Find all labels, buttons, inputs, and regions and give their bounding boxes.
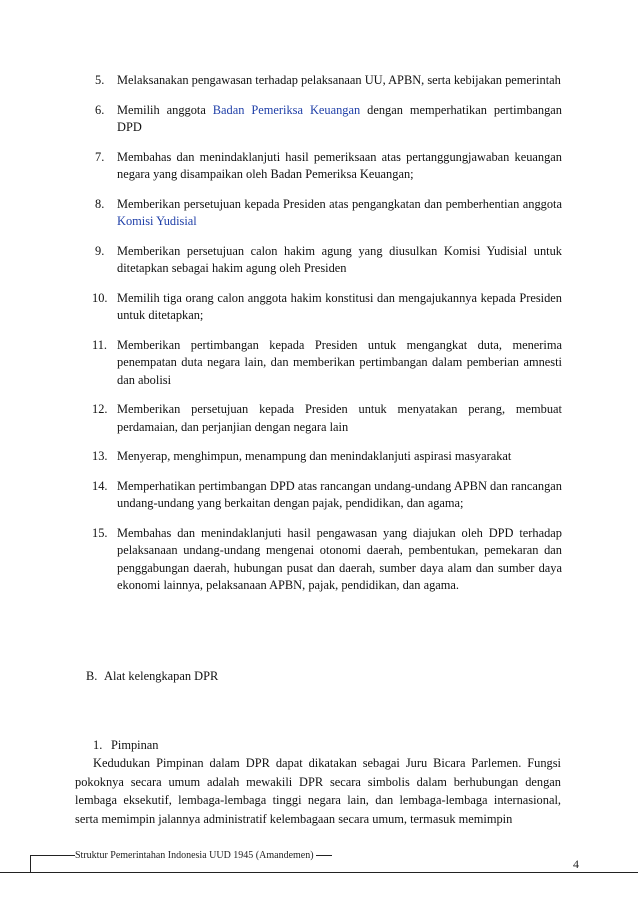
section-heading (86, 668, 218, 685)
list-item-text: Memberikan persetujuan calon hakim agung yang diusulkan Komisi Yudisial untuk ditetapkan sebagai hakim agung oleh Presiden (117, 243, 562, 275)
list-item-text: Menyerap, menghimpun, menampung dan menindaklanjuti aspirasi masyarakat (117, 449, 512, 463)
subsection-heading (93, 737, 159, 754)
list-item (92, 448, 562, 466)
list-item-number: 10. (92, 290, 108, 305)
dpr-duties-list (92, 72, 562, 607)
list-item-text: Membahas dan menindaklanjuti hasil pemeriksaan atas pertanggungjawaban keuangan negara yang disampaikan oleh Badan Pemeriksa Keuangan; (117, 149, 562, 181)
list-item-text: Memberikan persetujuan kepada Presiden untuk menyatakan perang, membuat perdamaian, dan perjanjian dengan negara lain (117, 402, 562, 434)
list-item (92, 290, 562, 325)
list-item-text: Melaksanakan pengawasan terhadap pelaksanaan UU, APBN, serta kebijakan pemerintah (117, 73, 561, 87)
footer-title: Struktur Pemerintahan Indonesia UUD 1945 (Amandemen) (75, 850, 314, 861)
body-paragraph: Kedudukan Pimpinan dalam DPR dapat dikatakan sebagai Juru Bicara Parlemen. Fungsi pokoknya secara umum adalah mewakili DPR secara simbolis dalam berhubungan dengan lembaga eksekutif, lembaga-lembaga tinggi negara lain, dan lembaga-lembaga internasional, serta memimpin jalannya administratif kelembagaan secara umum, termasuk memimpin (75, 756, 561, 826)
list-item-number: 9. (95, 243, 105, 258)
list-item (92, 149, 562, 184)
list-item-number: 7. (95, 149, 105, 164)
subsection-number: 1. (93, 738, 103, 752)
list-item (92, 401, 562, 436)
list-item-number: 12. (92, 402, 108, 416)
list-item-text: Membahas dan menindaklanjuti hasil pengawasan yang diajukan oleh DPD terhadap pelaksanaan undang-undang mengenai otonomi daerah, pembentukan, pemekaran dan penggabungan daerah, hubungan pusat dan daerah, sumber daya alam dan sumber daya ekonomi lainnya, pelaksanaan APBN, pajak, pendidikan, dan agama. (117, 525, 562, 592)
section-title: Alat kelengkapan DPR (104, 669, 219, 683)
list-item-text: Memperhatikan pertimbangan DPD atas rancangan undang-undang APBN dan rancangan undang-undang yang berkaitan dengan pajak, pendidikan, dan agama; (117, 478, 562, 510)
link-badan-pemeriksa-keuangan[interactable]: Badan Pemeriksa Keuangan (212, 102, 361, 117)
list-item-text: Memilih tiga orang calon anggota hakim konstitusi dan mengajukannya kepada Presiden untuk ditetapkan; (117, 290, 562, 322)
footer-divider-corner (30, 855, 31, 872)
list-item (92, 525, 562, 595)
list-item-text: Memberikan pertimbangan kepada Presiden untuk mengangkat duta, menerima penempatan duta negara lain, dan memberikan pertimbangan dalam pemberian amnesti dan abolisi (117, 337, 562, 387)
list-item-number: 14. (92, 478, 108, 493)
link-komisi-yudisial[interactable]: Komisi Yudisial (117, 214, 197, 228)
page-number: 4 (573, 857, 579, 871)
list-item (92, 196, 562, 231)
list-item-text: Memberikan persetujuan kepada Presiden atas pengangkatan dan pemberhentian anggota (117, 196, 562, 211)
footer-divider-bottom (0, 872, 638, 873)
list-item-number: 15. (92, 525, 108, 540)
subsection-title: Pimpinan (111, 738, 159, 752)
list-item-number: 11. (92, 337, 108, 352)
list-item (92, 243, 562, 278)
section-letter: B. (86, 669, 98, 683)
list-item-number: 6. (95, 102, 105, 117)
list-item-number: 5. (95, 73, 105, 87)
list-item (92, 72, 562, 90)
list-item-text: dengan memperhatikan pertimbangan DPD (117, 102, 562, 134)
list-item (92, 102, 562, 137)
list-item-number: 13. (92, 449, 108, 463)
list-item-number: 8. (95, 196, 105, 211)
list-item (92, 337, 562, 390)
list-item (92, 478, 562, 513)
list-item-text: Memilih anggota (117, 102, 213, 117)
